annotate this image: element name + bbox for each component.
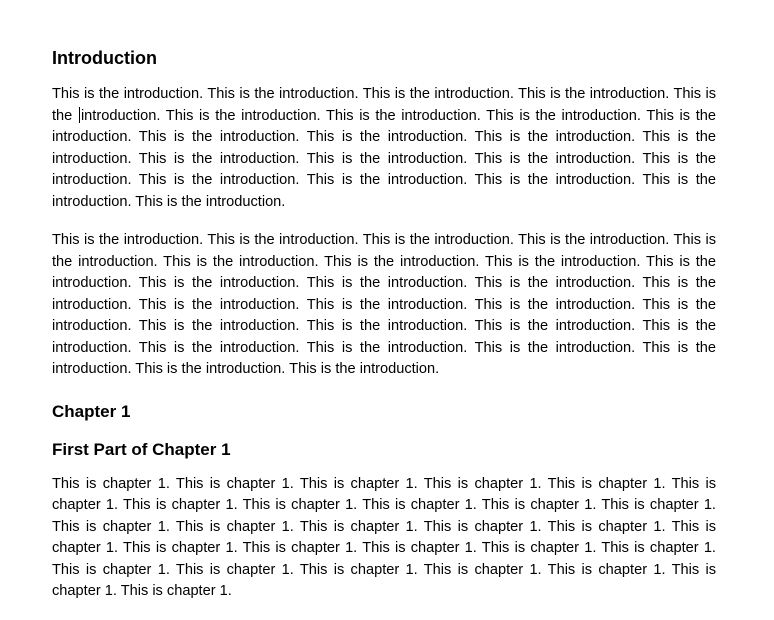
intro-paragraph-1-text-b: introduction. This is the introduction. This is the introduction. This is the introduction. This is the introduction. This is the introduction. This is the introduction. This is the introduction. This is the introduction. This is the introduction. This is the introduction. This is the introduction. This is the introduction. This is the introduction. This is the introduction. This is the introduction. This is the introduction. This is the introduction. xyxy=(52,107,717,210)
text-cursor xyxy=(79,107,80,123)
heading-chapter-1[interactable]: Chapter 1 xyxy=(52,401,131,421)
chapter-1-paragraph-1[interactable]: This is chapter 1. This is chapter 1. This is chapter 1. This is chapter 1. This is chapter 1. This is chapter 1. This is chapter 1. This is chapter 1. This is chapter 1. This is chapter 1. This is chapter 1. This is chapter 1. This is chapter 1. This is chapter 1. This is chapter 1. This is chapter 1. This is chapter 1. This is chapter 1. This is chapter 1. This is chapter 1. This is chapter 1. This is chapter 1. This is chapter 1. This is chapter 1. This is chapter 1. This is chapter 1. This is chapter 1. This is chapter 1. This is chapter 1. xyxy=(52,475,716,599)
intro-paragraph-2[interactable]: This is the introduction. This is the introduction. This is the introduction. This is the introduction. This is the introduction. This is the introduction. This is the introduction. This is the introduction. This is the introduction. This is the introduction. This is the introduction. This is the introduction. This is the introduction. This is the introduction. This is the introduction. This is the introduction. This is the introduction. This is the introduction. This is the introduction. This is the introduction. This is the introduction. This is the introduction. This is the introduction. This is the introduction. This is the introduction. This is the introduction. This is the introduction. xyxy=(52,232,716,377)
intro-paragraph-1[interactable] xyxy=(52,84,716,213)
heading-first-part-chapter-1[interactable]: First Part of Chapter 1 xyxy=(52,439,231,459)
document-page[interactable] xyxy=(52,44,716,620)
intro-paragraph-1-text-a: This is the introduction. This is the introduction. This is the introduction. This is the introduction. This is the xyxy=(52,86,716,124)
heading-introduction[interactable]: Introduction xyxy=(52,48,157,68)
